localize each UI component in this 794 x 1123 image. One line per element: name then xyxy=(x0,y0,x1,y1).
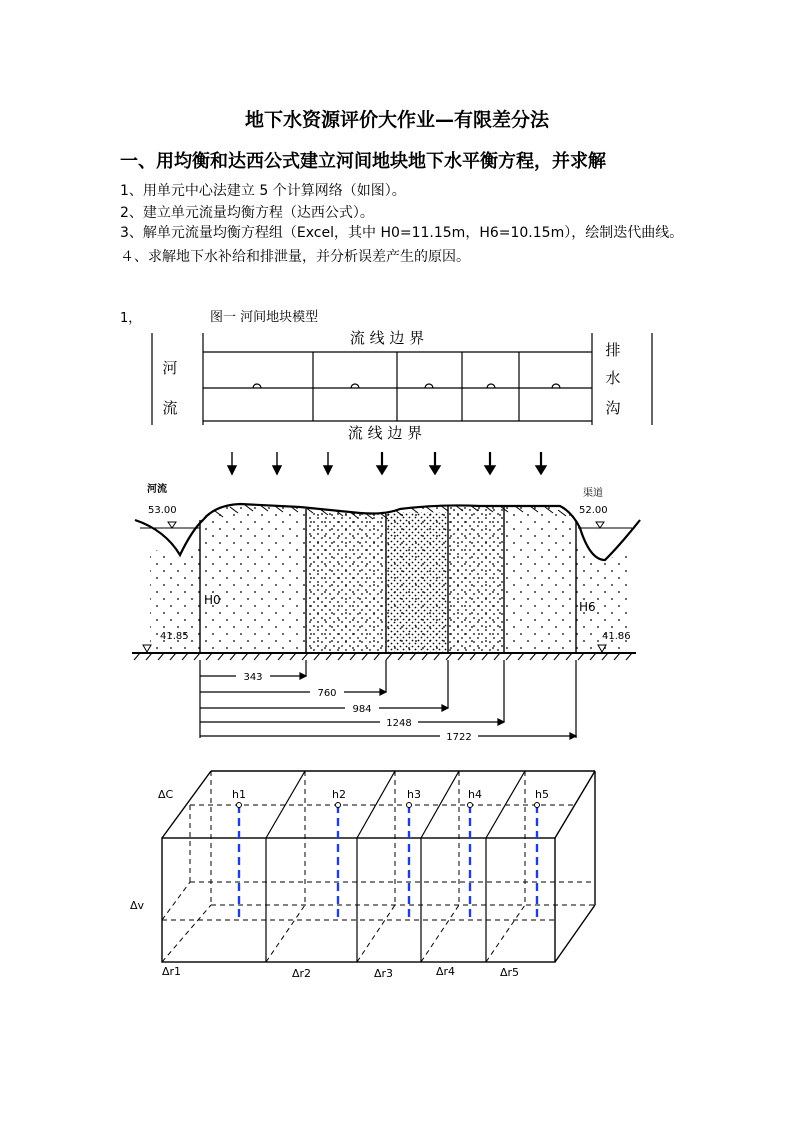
dimension-343: 343 xyxy=(243,672,263,683)
task-item-2: 2、建立单元流量均衡方程（达西公式）。 xyxy=(120,205,374,221)
plan-river-char-2: 流 xyxy=(162,399,178,417)
delta-r4-label: Δr4 xyxy=(436,965,456,978)
head-label-h5: h5 xyxy=(535,788,549,801)
plan-bottom-boundary-label: 流 线 边 界 xyxy=(347,424,423,442)
section-right-base: 41.86 xyxy=(602,631,631,642)
section-channel-level: 52.00 xyxy=(579,505,608,516)
section-river-name: 河流 xyxy=(147,484,167,495)
delta-v-label: Δv xyxy=(130,899,145,912)
cross-section xyxy=(132,504,640,660)
section-left-base: 41.85 xyxy=(160,631,189,642)
delta-r5-label: Δr5 xyxy=(500,966,520,979)
recharge-arrows xyxy=(228,452,546,474)
dimension-1722: 1722 xyxy=(446,732,472,743)
head-label-h4: h4 xyxy=(468,788,482,801)
section-h0-label: H0 xyxy=(204,593,221,607)
delta-r3-label: Δr3 xyxy=(374,967,394,980)
section-h6-label: H6 xyxy=(579,600,596,614)
delta-r2-label: Δr2 xyxy=(292,967,312,980)
delta-r1-label: Δr1 xyxy=(162,965,182,978)
task-item-1: 1、用单元中心法建立 5 个计算网络（如图）。 xyxy=(120,183,406,199)
dimension-1248: 1248 xyxy=(386,718,412,729)
figure-number: 1， xyxy=(120,311,142,326)
task-item-3: 3、解单元流量均衡方程组（Excel，其中 H0=11.15m，H6=10.15m），绘制迭代曲线。 xyxy=(120,225,684,241)
head-label-h3: h3 xyxy=(407,788,421,801)
section-heading: 一、用均衡和达西公式建立河间地块地下水平衡方程，并求解 xyxy=(120,151,606,172)
head-label-h1: h1 xyxy=(232,788,246,801)
section-channel-name: 渠道 xyxy=(583,488,603,499)
plan-river-char-1: 河 xyxy=(162,359,178,377)
dimension-760: 760 xyxy=(317,688,337,699)
delta-c-label: ΔC xyxy=(158,788,174,801)
dimension-984: 984 xyxy=(352,704,372,715)
cell-block xyxy=(162,771,595,962)
plan-drain-char-1: 排 xyxy=(605,341,621,359)
plan-drain-char-2: 水 xyxy=(605,369,621,387)
task-item-4: ４、求解地下水补给和排泄量，并分析误差产生的原因。 xyxy=(120,249,470,265)
plan-top-boundary-label: 流 线 边 界 xyxy=(349,329,425,347)
figure-caption: 图一 河间地块模型 xyxy=(210,310,319,325)
head-label-h2: h2 xyxy=(332,788,346,801)
section-river-level: 53.00 xyxy=(148,505,177,516)
page-title: 地下水资源评价大作业—有限差分法 xyxy=(244,109,549,131)
plan-drain-char-3: 沟 xyxy=(605,399,621,417)
